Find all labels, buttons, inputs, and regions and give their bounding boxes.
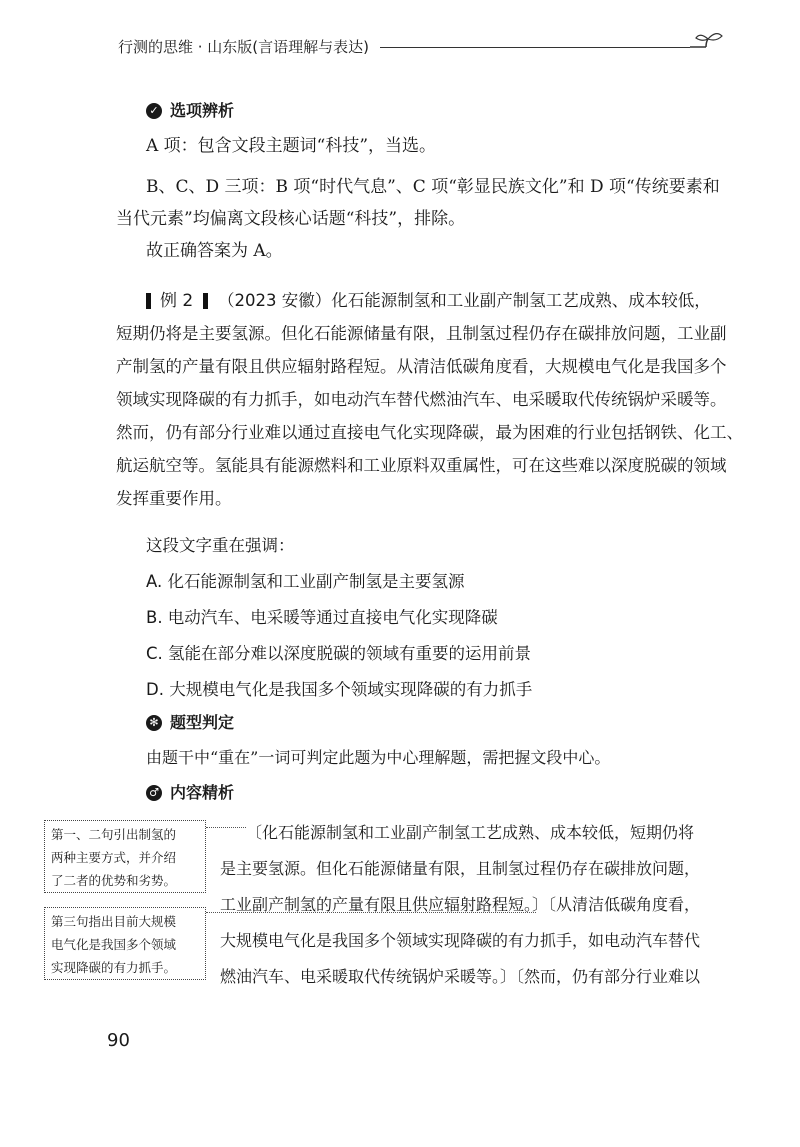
option-b: B. 电动汽车、电采暖等通过直接电气化实现降碳 (146, 608, 498, 627)
annotated-passage-line: 工业副产制氢的产量有限且供应辐射路程短。〕〔从清洁低碳角度看， (220, 895, 701, 914)
annotated-passage-line: 大规模电气化是我国多个领域实现降碳的有力抓手，如电动汽车替代 (220, 931, 701, 950)
option-analysis-line: A 项：包含文段主题词“科技”，当选。 (146, 136, 437, 156)
annotated-passage-line: 〔化石能源制氢和工业副产制氢工艺成熟、成本较低，短期仍将 (246, 823, 695, 842)
header-rule (380, 47, 690, 48)
note-connector-1 (206, 827, 246, 828)
option-analysis-line: 当代元素”均偏离文段核心话题“科技”，排除。 (116, 209, 466, 229)
margin-note-1 (44, 820, 206, 893)
margin-note-2 (44, 907, 206, 980)
type-judgment-text: 由题干中“重在”一词可判定此题为中心理解题，需把握文段中心。 (146, 748, 611, 767)
question-stem: 这段文字重在强调： (146, 536, 295, 555)
running-header (118, 30, 718, 60)
example-bar-right (203, 293, 208, 309)
option-a: A. 化石能源制氢和工业副产制氢是主要氢源 (146, 572, 465, 591)
example-label: 例 2 (160, 291, 194, 311)
header-title: 行测的思维 · 山东版(言语理解与表达) (118, 38, 370, 56)
passage-line: 领域实现降碳的有力抓手，如电动汽车替代燃油汽车、电采暖取代传统锅炉采暖等。 (116, 390, 727, 409)
note-line: 电气化是我国多个领域 (51, 937, 177, 952)
annotated-passage-line: 是主要氢源。但化石能源储量有限，且制氢过程仍存在碳排放问题， (220, 859, 701, 878)
passage-line: （2023 安徽）化石能源制氢和工业副产制氢工艺成熟、成本较低， (218, 291, 711, 310)
passage-line: 短期仍将是主要氢源。但化石能源储量有限，且制氢过程仍存在碳排放问题，工业副 (116, 324, 727, 343)
example-bar-left (146, 293, 151, 309)
note-line: 第一、二句引出制氢的 (51, 827, 177, 842)
option-analysis-heading: 选项辨析 (170, 101, 235, 120)
content-analysis-heading: 内容精析 (170, 783, 235, 802)
option-analysis-line: 故正确答案为 A。 (146, 241, 283, 261)
option-analysis-line: B、C、D 三项：B 项“时代气息”、C 项“彰显民族文化”和 D 项“传统要素和 (146, 177, 720, 197)
page-number: 90 (107, 1030, 130, 1051)
note-line: 实现降碳的有力抓手。 (51, 960, 177, 975)
type-judgment-heading: 题型判定 (170, 713, 235, 732)
option-c: C. 氢能在部分难以深度脱碳的领域有重要的运用前景 (146, 644, 532, 663)
option-analysis-icon: ✓ (146, 103, 162, 119)
gear-icon: ✻ (146, 715, 162, 731)
passage-line: 产制氢的产量有限且供应辐射路程短。从清洁低碳角度看，大规模电气化是我国多个 (116, 357, 727, 376)
passage-line: 航运航空等。氢能具有能源燃料和工业原料双重属性，可在这些难以深度脱碳的领域 (116, 456, 727, 475)
passage-line: 然而，仍有部分行业难以通过直接电气化实现降碳，最为困难的行业包括钢铁、化工、 (116, 423, 743, 442)
annotated-passage-line: 燃油汽车、电采暖取代传统锅炉采暖等。〕〔然而，仍有部分行业难以 (220, 967, 701, 986)
option-d: D. 大规模电气化是我国多个领域实现降碳的有力抓手 (146, 680, 533, 699)
analysis-icon: ♂ (146, 785, 162, 801)
sprout-icon (686, 30, 726, 60)
note-line: 两种主要方式，并介绍 (51, 850, 177, 865)
note-line: 第三句指出目前大规模 (51, 914, 177, 929)
note-line: 了二者的优势和劣势。 (51, 873, 177, 888)
passage-line: 发挥重要作用。 (116, 489, 232, 508)
